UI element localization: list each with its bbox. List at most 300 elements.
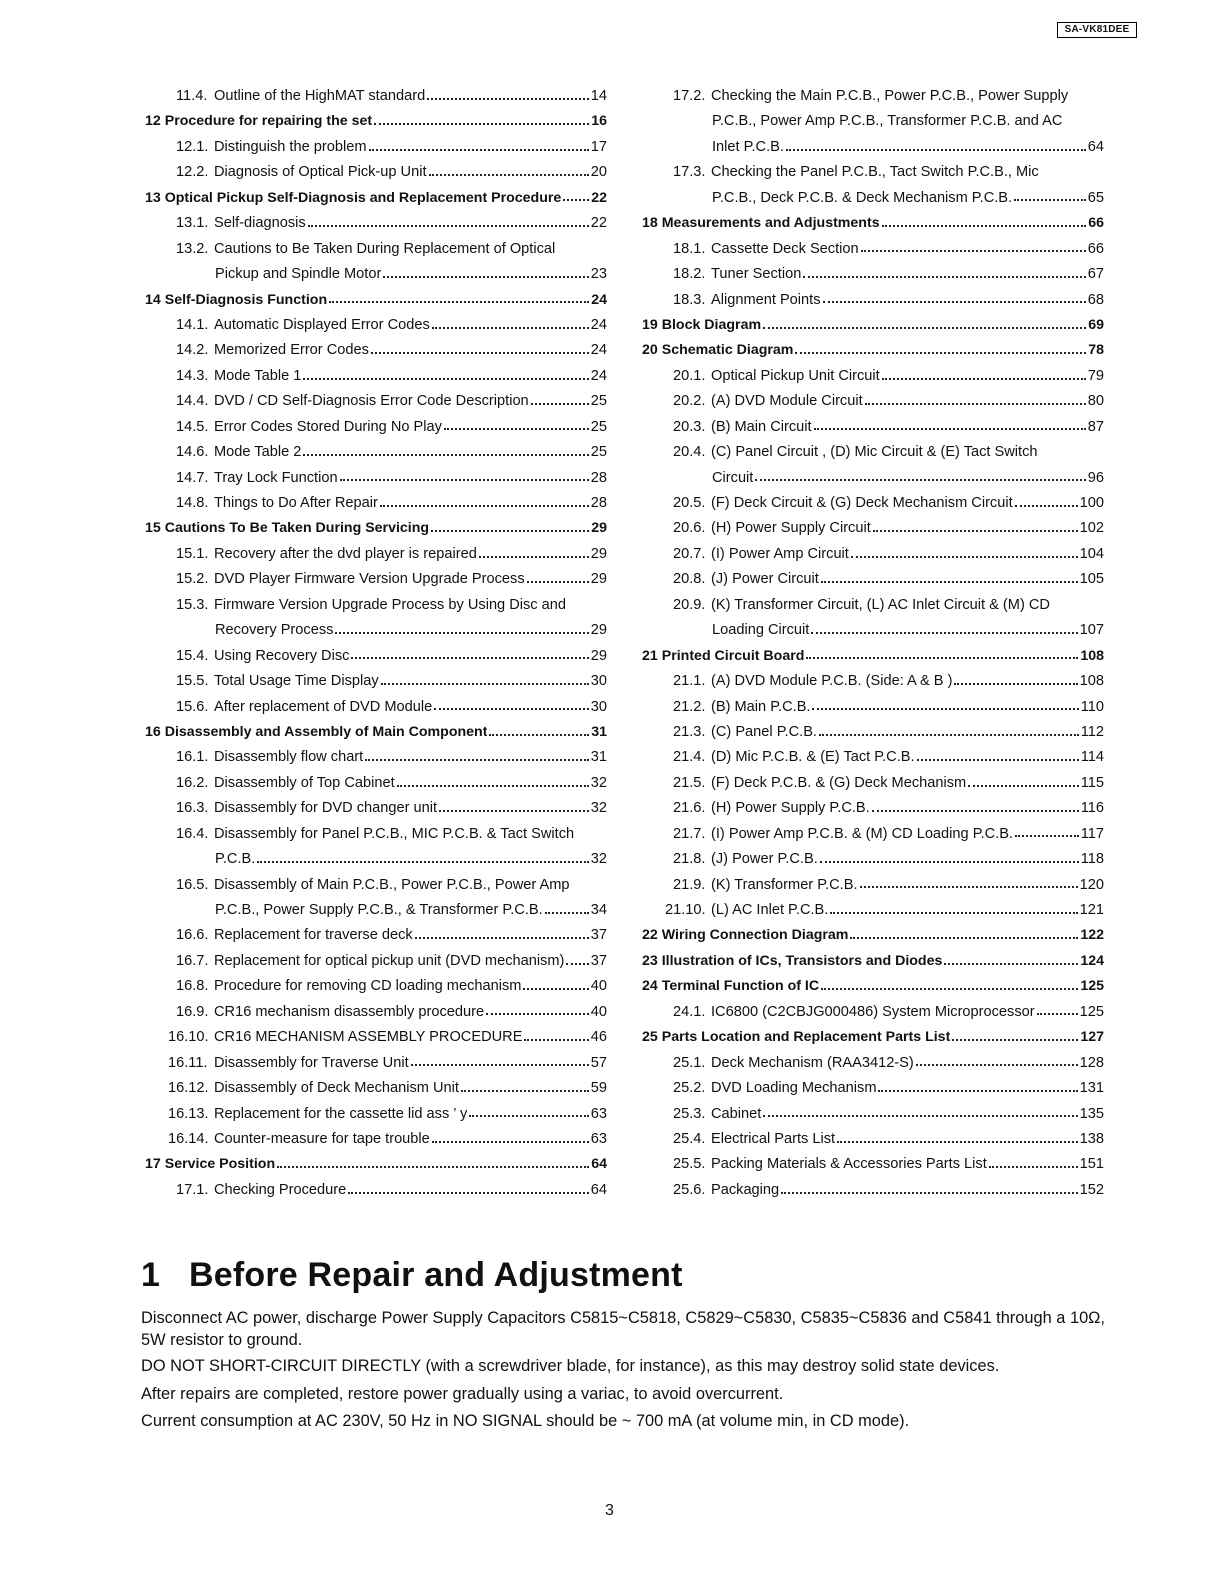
toc-entry[interactable] bbox=[145, 873, 607, 898]
toc-dot-leader bbox=[340, 479, 589, 481]
toc-entry-title: Schematic Diagram bbox=[661, 342, 794, 359]
toc-entry[interactable] bbox=[145, 567, 607, 592]
toc-entry-number: 15.4. bbox=[176, 647, 209, 664]
toc-dot-leader bbox=[814, 428, 1086, 430]
toc-entry-title: (I) Power Amp Circuit bbox=[711, 545, 849, 562]
toc-entry[interactable] bbox=[642, 186, 1104, 211]
toc-page-number: 107 bbox=[1079, 622, 1104, 639]
toc-entry[interactable] bbox=[145, 771, 607, 796]
toc-page-number: 66 bbox=[1088, 215, 1104, 232]
toc-dot-leader bbox=[763, 327, 1086, 329]
toc-page-number: 22 bbox=[590, 215, 607, 232]
toc-entry[interactable] bbox=[642, 1102, 1104, 1127]
page-number: 3 bbox=[605, 1502, 614, 1519]
toc-dot-leader bbox=[917, 759, 1079, 761]
toc-entry[interactable] bbox=[642, 695, 1104, 720]
toc-dot-leader bbox=[821, 581, 1078, 583]
toc-page-number: 63 bbox=[590, 1130, 607, 1147]
toc-page-number: 102 bbox=[1079, 520, 1104, 537]
toc-page-number: 152 bbox=[1079, 1181, 1104, 1198]
toc-entry-number: 15.6. bbox=[176, 698, 209, 715]
toc-page-number: 131 bbox=[1079, 1080, 1104, 1097]
toc-page-number: 22 bbox=[591, 189, 607, 206]
toc-dot-leader bbox=[365, 759, 589, 761]
toc-entry[interactable] bbox=[642, 109, 1104, 134]
toc-dot-leader bbox=[821, 988, 1078, 990]
toc-dot-leader bbox=[461, 1090, 589, 1092]
toc-dot-leader bbox=[781, 1192, 1077, 1194]
toc-entry-title: (I) Power Amp P.C.B. & (M) CD Loading P.C.B. bbox=[711, 825, 1013, 842]
toc-entry-title: Mode Table 2 bbox=[214, 444, 302, 461]
toc-entry-number: 16.6. bbox=[176, 927, 209, 944]
toc-entry-title: Disassembly of Deck Mechanism Unit bbox=[214, 1080, 459, 1097]
toc-dot-leader bbox=[427, 98, 589, 100]
toc-entry-number: 14 bbox=[145, 291, 161, 308]
toc-page-number: 29 bbox=[591, 520, 607, 537]
toc-entry[interactable] bbox=[145, 466, 607, 491]
toc-entry[interactable] bbox=[145, 644, 607, 669]
toc-entry[interactable] bbox=[145, 822, 607, 847]
toc-entry-number: 15.5. bbox=[176, 673, 209, 690]
toc-entry-title: Total Usage Time Display bbox=[214, 673, 379, 690]
toc-dot-leader bbox=[444, 428, 589, 430]
toc-entry-number: 17.3. bbox=[673, 164, 706, 181]
toc-entry-number: 16.4. bbox=[176, 825, 209, 842]
toc-entry-title: Disassembly of Main P.C.B., Power P.C.B., Power Amp bbox=[214, 876, 570, 893]
toc-page-number: 64 bbox=[1087, 138, 1104, 155]
toc-entry-number: 20.9. bbox=[673, 596, 706, 613]
toc-entry[interactable] bbox=[642, 389, 1104, 414]
toc-page-number: 17 bbox=[590, 138, 607, 155]
toc-entry-title: Circuit bbox=[712, 469, 754, 486]
toc-entry[interactable] bbox=[642, 135, 1104, 160]
toc-entry[interactable] bbox=[642, 822, 1104, 847]
toc-page-number: 87 bbox=[1087, 418, 1104, 435]
toc-entry-title: (A) DVD Module P.C.B. (Side: A & B ) bbox=[711, 673, 953, 690]
toc-entry-title: Optical Pickup Self-Diagnosis and Replacement Procedure bbox=[164, 189, 562, 206]
toc-entry[interactable] bbox=[642, 160, 1104, 185]
toc-chapter-entry[interactable] bbox=[145, 516, 607, 541]
toc-dot-leader bbox=[763, 1115, 1077, 1117]
toc-page-number: 24 bbox=[590, 342, 607, 359]
toc-dot-leader bbox=[432, 1141, 589, 1143]
toc-dot-leader bbox=[878, 1090, 1077, 1092]
toc-entry[interactable] bbox=[145, 618, 607, 643]
toc-entry[interactable] bbox=[145, 1025, 607, 1050]
toc-entry-title: CR16 mechanism disassembly procedure bbox=[214, 1003, 485, 1020]
toc-entry-title: Replacement for optical pickup unit (DVD mechanism) bbox=[214, 952, 565, 969]
toc-dot-leader bbox=[882, 225, 1087, 227]
toc-entry-title: Checking the Main P.C.B., Power P.C.B., Power Supply bbox=[711, 88, 1069, 104]
toc-entry-number: 12.1. bbox=[176, 138, 209, 155]
toc-page-number: 29 bbox=[590, 622, 607, 639]
toc-page-number: 31 bbox=[591, 723, 607, 740]
toc-entry-number: 20.7. bbox=[673, 545, 706, 562]
toc-dot-leader bbox=[303, 378, 588, 380]
toc-page-number: 37 bbox=[590, 952, 607, 969]
toc-entry-number: 25.2. bbox=[673, 1080, 706, 1097]
toc-chapter-entry[interactable] bbox=[642, 338, 1104, 363]
toc-entry-title: Memorized Error Codes bbox=[214, 342, 369, 359]
toc-entry-title: Self-Diagnosis Function bbox=[164, 291, 328, 308]
toc-page-number: 68 bbox=[1087, 291, 1104, 308]
toc-entry[interactable] bbox=[642, 771, 1104, 796]
toc-entry-title: (J) Power Circuit bbox=[711, 571, 819, 588]
toc-dot-leader bbox=[1015, 835, 1079, 837]
toc-page-number: 65 bbox=[1087, 189, 1104, 206]
toc-entry[interactable] bbox=[145, 135, 607, 160]
toc-page-number: 69 bbox=[1088, 316, 1104, 333]
toc-dot-leader bbox=[873, 530, 1078, 532]
toc-entry[interactable] bbox=[642, 262, 1104, 287]
toc-entry-number: 21.4. bbox=[673, 749, 706, 766]
toc-entry-title: Optical Pickup Unit Circuit bbox=[711, 367, 880, 384]
toc-entry-title: (C) Panel Circuit , (D) Mic Circuit & (E) Tact Switch bbox=[711, 444, 1038, 461]
toc-page-number: 80 bbox=[1087, 393, 1104, 410]
toc-dot-leader bbox=[1014, 199, 1086, 201]
toc-dot-leader bbox=[431, 530, 589, 532]
toc-entry[interactable] bbox=[642, 1152, 1104, 1177]
toc-chapter-entry[interactable] bbox=[642, 1025, 1104, 1050]
toc-entry-number: 16.11. bbox=[168, 1054, 208, 1071]
toc-dot-leader bbox=[968, 785, 1079, 787]
toc-entry[interactable] bbox=[642, 1051, 1104, 1076]
toc-entry-number: 17.2. bbox=[673, 88, 706, 104]
toc-dot-leader bbox=[351, 657, 588, 659]
toc-entry-title: Alignment Points bbox=[711, 291, 821, 308]
toc-page-number: 32 bbox=[590, 774, 607, 791]
toc-page-number: 110 bbox=[1080, 698, 1104, 715]
toc-entry-title: DVD Loading Mechanism bbox=[711, 1080, 877, 1097]
toc-entry[interactable] bbox=[145, 949, 607, 974]
toc-entry-number: 18.1. bbox=[673, 240, 706, 257]
toc-page-number: 64 bbox=[590, 1181, 607, 1198]
toc-entry[interactable] bbox=[642, 84, 1104, 109]
toc-entry[interactable] bbox=[145, 847, 607, 872]
toc-entry[interactable] bbox=[642, 542, 1104, 567]
toc-entry-number: 16.13. bbox=[168, 1105, 209, 1122]
toc-entry[interactable] bbox=[145, 415, 607, 440]
toc-entry[interactable] bbox=[642, 288, 1104, 313]
toc-entry-number: 14.1. bbox=[176, 316, 209, 333]
toc-entry[interactable] bbox=[642, 593, 1104, 618]
paragraph-restore-power: After repairs are completed, restore power gradually using a variac, to avoid overcurrent. bbox=[141, 1385, 784, 1403]
toc-page-number: 117 bbox=[1080, 825, 1104, 842]
toc-entry-title: Packaging bbox=[711, 1181, 780, 1198]
toc-entry-title: (H) Power Supply Circuit bbox=[711, 520, 871, 537]
toc-entry[interactable] bbox=[145, 1127, 607, 1152]
toc-dot-leader bbox=[820, 861, 1079, 863]
toc-entry[interactable] bbox=[145, 695, 607, 720]
toc-page-number: 30 bbox=[590, 698, 607, 715]
toc-page-number: 24 bbox=[590, 316, 607, 333]
toc-entry-title: Error Codes Stored During No Play bbox=[214, 418, 442, 435]
toc-entry-number: 19 bbox=[642, 316, 658, 333]
toc-page-number: 25 bbox=[590, 393, 607, 410]
toc-entry-number: 16.2. bbox=[176, 774, 209, 791]
toc-entry[interactable] bbox=[145, 262, 607, 287]
section-title: Before Repair and Adjustment bbox=[189, 1256, 683, 1294]
toc-entry-number: 17.1. bbox=[176, 1181, 209, 1198]
toc-chapter-entry[interactable] bbox=[642, 313, 1104, 338]
toc-page-number: 29 bbox=[590, 571, 607, 588]
toc-entry-number: 16.8. bbox=[176, 978, 209, 995]
toc-dot-leader bbox=[786, 149, 1086, 151]
toc-entry-title: Electrical Parts List bbox=[711, 1130, 836, 1147]
toc-entry-title: Cautions to Be Taken During Replacement of Optical bbox=[214, 240, 556, 257]
toc-entry-title: (L) AC Inlet P.C.B. bbox=[711, 902, 829, 918]
toc-dot-leader bbox=[811, 632, 1077, 634]
toc-entry-title: Using Recovery Disc bbox=[214, 647, 350, 664]
toc-entry[interactable] bbox=[642, 873, 1104, 898]
toc-page-number: 14 bbox=[590, 88, 607, 104]
toc-entry[interactable] bbox=[145, 160, 607, 185]
toc-entry-title: Parts Location and Replacement Parts List bbox=[661, 1029, 951, 1046]
toc-page-number: 32 bbox=[590, 800, 607, 817]
toc-entry-title: (F) Deck P.C.B. & (G) Deck Mechanism bbox=[711, 774, 967, 791]
toc-entry-number: 12.2. bbox=[176, 164, 209, 181]
toc-chapter-entry[interactable] bbox=[642, 644, 1104, 669]
toc-chapter-entry[interactable] bbox=[145, 186, 607, 211]
toc-entry-number: 15.3. bbox=[176, 596, 209, 613]
toc-entry-number: 16.10. bbox=[168, 1029, 209, 1046]
toc-page-number: 24 bbox=[591, 291, 607, 308]
toc-page-number: 108 bbox=[1079, 673, 1104, 690]
toc-entry-title: Disassembly flow chart bbox=[214, 749, 364, 766]
toc-dot-leader bbox=[381, 683, 589, 685]
toc-entry-number: 17 bbox=[145, 1156, 161, 1173]
toc-dot-leader bbox=[335, 632, 588, 634]
toc-entry[interactable] bbox=[642, 1178, 1104, 1203]
toc-entry-number: 22 bbox=[642, 927, 658, 944]
toc-entry[interactable] bbox=[642, 669, 1104, 694]
toc-dot-leader bbox=[850, 937, 1078, 939]
toc-entry-title: Block Diagram bbox=[661, 316, 762, 333]
toc-entry-title: Procedure for repairing the set bbox=[164, 113, 373, 130]
toc-page-number: 79 bbox=[1087, 367, 1104, 384]
toc-entry[interactable] bbox=[642, 491, 1104, 516]
toc-entry[interactable] bbox=[642, 1076, 1104, 1101]
toc-entry[interactable] bbox=[642, 440, 1104, 465]
toc-dot-leader bbox=[803, 276, 1085, 278]
toc-dot-leader bbox=[812, 708, 1078, 710]
toc-entry[interactable] bbox=[642, 516, 1104, 541]
toc-page-number: 32 bbox=[590, 851, 607, 868]
toc-entry[interactable] bbox=[145, 237, 607, 262]
toc-entry[interactable] bbox=[145, 1000, 607, 1025]
toc-entry[interactable] bbox=[145, 84, 607, 109]
toc-page-number: 100 bbox=[1079, 495, 1104, 511]
toc-entry-number: 11.4. bbox=[176, 88, 208, 104]
toc-entry-title: Firmware Version Upgrade Process by Using Disc and bbox=[214, 596, 567, 613]
toc-entry-number: 21.7. bbox=[673, 825, 706, 842]
toc-entry-title: (K) Transformer Circuit, (L) AC Inlet Circuit & (M) CD bbox=[711, 596, 1050, 613]
toc-entry-title: Distinguish the problem bbox=[214, 138, 367, 155]
toc-entry[interactable] bbox=[642, 466, 1104, 491]
toc-entry-number: 16.3. bbox=[176, 800, 209, 817]
toc-page-number: 16 bbox=[591, 113, 607, 130]
toc-entry-title: Disassembly for Panel P.C.B., MIC P.C.B. & Tact Switch bbox=[214, 825, 575, 842]
toc-entry-title: Replacement for traverse deck bbox=[214, 927, 413, 944]
toc-page-number: 24 bbox=[590, 367, 607, 384]
toc-entry-number: 14.3. bbox=[176, 367, 209, 384]
toc-entry-number: 21.9. bbox=[673, 876, 706, 893]
toc-entry-number: 21.2. bbox=[673, 698, 706, 715]
toc-page-number: 118 bbox=[1080, 851, 1104, 868]
toc-entry-number: 24 bbox=[642, 978, 658, 995]
toc-entry[interactable] bbox=[642, 415, 1104, 440]
toc-chapter-entry[interactable] bbox=[642, 211, 1104, 236]
toc-entry[interactable] bbox=[145, 389, 607, 414]
toc-dot-leader bbox=[524, 1039, 588, 1041]
toc-page-number: 23 bbox=[590, 266, 607, 283]
toc-entry[interactable] bbox=[145, 491, 607, 516]
toc-chapter-entry[interactable] bbox=[145, 288, 607, 313]
toc-entry-title: (B) Main P.C.B. bbox=[711, 698, 811, 715]
toc-entry-number: 18.3. bbox=[673, 291, 706, 308]
toc-page-number: 20 bbox=[590, 164, 607, 181]
toc-page-number: 112 bbox=[1080, 723, 1104, 740]
toc-left-column bbox=[145, 84, 607, 1203]
toc-dot-leader bbox=[952, 1039, 1078, 1041]
toc-entry[interactable] bbox=[642, 796, 1104, 821]
toc-dot-leader bbox=[531, 403, 589, 405]
toc-dot-leader bbox=[851, 556, 1078, 558]
toc-entry-number: 18.2. bbox=[673, 266, 706, 283]
toc-entry-number: 24.1. bbox=[673, 1003, 706, 1020]
toc-entry-title: (B) Main Circuit bbox=[711, 418, 812, 435]
toc-entry[interactable] bbox=[145, 1051, 607, 1076]
toc-entry-number: 20.3. bbox=[673, 418, 706, 435]
toc-chapter-entry[interactable] bbox=[145, 109, 607, 134]
toc-entry[interactable] bbox=[145, 1076, 607, 1101]
toc-dot-leader bbox=[369, 149, 589, 151]
toc-dot-leader bbox=[861, 250, 1086, 252]
toc-entry[interactable] bbox=[642, 1000, 1104, 1025]
toc-entry[interactable] bbox=[145, 211, 607, 236]
toc-entry[interactable] bbox=[145, 1102, 607, 1127]
toc-entry[interactable] bbox=[145, 923, 607, 948]
toc-chapter-entry[interactable] bbox=[642, 949, 1104, 974]
toc-page-number: 29 bbox=[590, 545, 607, 562]
toc-entry[interactable] bbox=[145, 338, 607, 363]
toc-dot-leader bbox=[1037, 1013, 1078, 1015]
toc-entry-number: 16.7. bbox=[176, 952, 209, 969]
toc-dot-leader bbox=[882, 378, 1086, 380]
toc-page-number: 135 bbox=[1079, 1105, 1104, 1122]
toc-entry-number: 21 bbox=[642, 647, 658, 664]
toc-entry-number: 16.12. bbox=[168, 1080, 209, 1097]
toc-entry-number: 25.3. bbox=[673, 1105, 706, 1122]
toc-entry-title: (C) Panel P.C.B. bbox=[711, 723, 817, 740]
toc-entry-title: Cautions To Be Taken During Servicing bbox=[164, 520, 430, 537]
toc-page-number: 125 bbox=[1080, 978, 1104, 995]
toc-entry-title: Self-diagnosis bbox=[214, 215, 306, 232]
toc-entry[interactable] bbox=[145, 669, 607, 694]
toc-entry-title: Tray Lock Function bbox=[214, 469, 338, 486]
toc-entry[interactable] bbox=[145, 796, 607, 821]
toc-entry-number: 13 bbox=[145, 189, 161, 206]
toc-dot-leader bbox=[563, 199, 589, 201]
toc-entry-title: (K) Transformer P.C.B. bbox=[711, 876, 858, 893]
toc-chapter-entry[interactable] bbox=[642, 974, 1104, 999]
toc-entry-number: 13.1. bbox=[176, 215, 209, 232]
toc-entry-title: (A) DVD Module Circuit bbox=[711, 393, 863, 410]
toc-entry[interactable] bbox=[642, 720, 1104, 745]
toc-page-number: 57 bbox=[590, 1054, 607, 1071]
toc-entry-number: 20 bbox=[642, 342, 658, 359]
toc-entry-number: 20.6. bbox=[673, 520, 706, 537]
toc-entry-title: Recovery Process bbox=[215, 622, 334, 639]
toc-dot-leader bbox=[374, 123, 589, 125]
toc-entry-number: 20.5. bbox=[673, 495, 706, 511]
toc-page-number: 67 bbox=[1087, 266, 1104, 283]
toc-entry[interactable] bbox=[642, 745, 1104, 770]
toc-entry-title: Disassembly for DVD changer unit bbox=[214, 800, 438, 817]
toc-page-number: 66 bbox=[1087, 240, 1104, 257]
toc-entry[interactable] bbox=[145, 974, 607, 999]
toc-entry-number: 21.3. bbox=[673, 723, 706, 740]
toc-dot-leader bbox=[329, 301, 589, 303]
toc-dot-leader bbox=[954, 683, 1077, 685]
toc-entry-title: (J) Power P.C.B. bbox=[711, 851, 818, 868]
toc-entry-number: 23 bbox=[642, 952, 658, 969]
toc-entry-number: 25 bbox=[642, 1029, 658, 1046]
toc-entry[interactable] bbox=[642, 847, 1104, 872]
toc-entry[interactable] bbox=[145, 313, 607, 338]
toc-chapter-entry[interactable] bbox=[145, 720, 607, 745]
toc-page-number: 105 bbox=[1079, 571, 1104, 588]
toc-page-number: 25 bbox=[590, 418, 607, 435]
toc-entry[interactable] bbox=[642, 237, 1104, 262]
toc-entry[interactable] bbox=[145, 1178, 607, 1203]
toc-dot-leader bbox=[823, 301, 1086, 303]
toc-entry[interactable] bbox=[145, 745, 607, 770]
toc-entry-title: Wiring Connection Diagram bbox=[661, 927, 849, 944]
toc-entry[interactable] bbox=[145, 898, 607, 923]
toc-entry[interactable] bbox=[145, 542, 607, 567]
toc-entry[interactable] bbox=[642, 567, 1104, 592]
section-heading bbox=[141, 1256, 683, 1295]
toc-dot-leader bbox=[371, 352, 589, 354]
toc-entry-number: 14.2. bbox=[176, 342, 209, 359]
toc-chapter-entry[interactable] bbox=[642, 923, 1104, 948]
toc-page-number: 28 bbox=[590, 495, 607, 511]
toc-entry[interactable] bbox=[642, 618, 1104, 643]
toc-entry[interactable] bbox=[145, 440, 607, 465]
toc-entry[interactable] bbox=[145, 364, 607, 389]
paragraph-short-circuit-warning: DO NOT SHORT-CIRCUIT DIRECTLY (with a screwdriver blade, for instance), as this may destroy solid state devices. bbox=[141, 1357, 1000, 1375]
toc-dot-leader bbox=[434, 708, 589, 710]
toc-entry-title: DVD Player Firmware Version Upgrade Process bbox=[214, 571, 525, 588]
toc-entry-number: 21.8. bbox=[673, 851, 706, 868]
toc-dot-leader bbox=[308, 225, 589, 227]
toc-entry[interactable] bbox=[642, 898, 1104, 923]
toc-page-number: 114 bbox=[1080, 749, 1104, 766]
paragraph-discharge: Disconnect AC power, discharge Power Supply Capacitors C5815~C5818, C5829~C5830, C5835~C5836 and C5841 through a 10Ω, 5W resistor to ground. bbox=[141, 1309, 1105, 1349]
toc-dot-leader bbox=[819, 734, 1079, 736]
toc-entry-title: Printed Circuit Board bbox=[661, 647, 805, 664]
toc-entry-title: Pickup and Spindle Motor bbox=[215, 266, 382, 283]
toc-entry-number: 25.4. bbox=[673, 1130, 706, 1147]
toc-entry-title: Diagnosis of Optical Pick-up Unit bbox=[214, 164, 427, 181]
toc-entry[interactable] bbox=[145, 593, 607, 618]
toc-entry[interactable] bbox=[642, 364, 1104, 389]
toc-entry[interactable] bbox=[642, 1127, 1104, 1152]
toc-chapter-entry[interactable] bbox=[145, 1152, 607, 1177]
toc-dot-leader bbox=[257, 861, 588, 863]
toc-dot-leader bbox=[916, 1064, 1078, 1066]
